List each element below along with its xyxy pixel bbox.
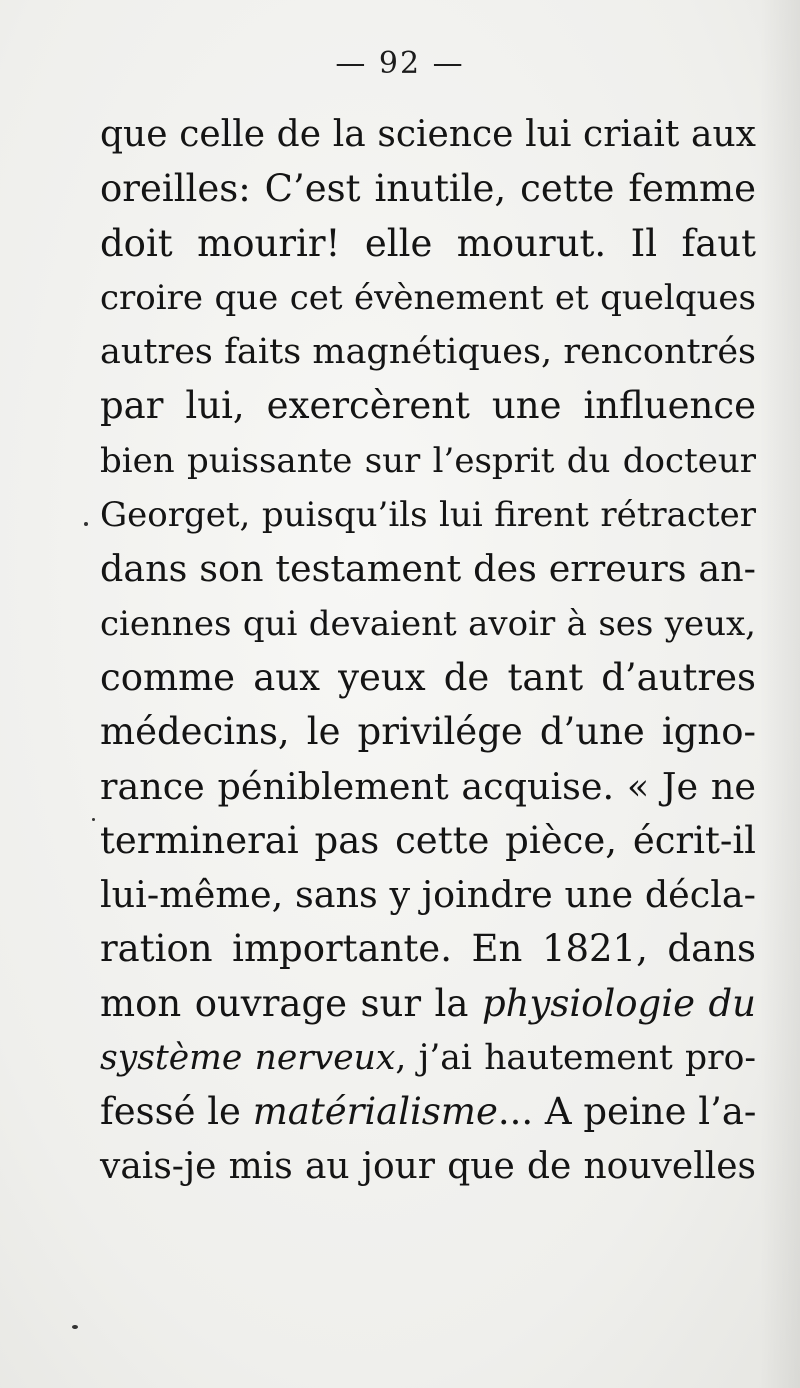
text-line: bien puissante sur l’esprit du docteur xyxy=(100,440,756,481)
text-line: que celle de la science lui criait aux xyxy=(100,114,756,155)
text-line: doit mourir! elle mourut. Il faut xyxy=(100,221,756,265)
text-line: dans son testament des erreurs an- xyxy=(100,547,756,591)
page-edge-shadow xyxy=(760,0,800,1388)
text-line: croire que cet évènement et quelques xyxy=(100,277,756,318)
text-line: comme aux yeux de tant d’autres xyxy=(100,655,756,699)
page-number: — 92 — xyxy=(335,46,465,81)
scan-speck xyxy=(92,818,95,821)
text-line: fessé le matérialisme... A peine l’a- xyxy=(100,1090,757,1134)
text-line: vais-je mis au jour que de nouvelles xyxy=(100,1145,756,1187)
text-line: autres faits magnétiques, rencontrés xyxy=(100,332,756,373)
italic-term: matérialisme xyxy=(252,1090,498,1134)
text-line: Georget, puisqu’ils lui firent rétracter xyxy=(100,495,756,536)
text-line: rance péniblement acquise. « Je ne xyxy=(100,764,756,808)
text-line: mon ouvrage sur la physiologie du xyxy=(100,981,756,1025)
text-line: ciennes qui devaient avoir à ses yeux, xyxy=(100,603,756,644)
text-line: ration importante. En 1821, dans xyxy=(100,927,756,971)
italic-title: système nerveux xyxy=(100,1038,396,1079)
text-line: médecins, le privilége d’une igno- xyxy=(100,710,756,754)
text-line: oreilles: C’est inutile, cette femme xyxy=(100,167,756,211)
italic-title: physiologie du xyxy=(481,981,756,1025)
text-line: lui-même, sans y joindre une décla- xyxy=(100,873,756,917)
text-line: système nerveux, j’ai hautement pro- xyxy=(100,1038,757,1079)
body-text xyxy=(100,108,756,1194)
scan-speck xyxy=(84,522,88,526)
text-line: terminerai pas cette pièce, écrit-il xyxy=(100,818,756,862)
scan-speck xyxy=(72,1325,78,1329)
text-line: par lui, exercèrent une influence xyxy=(100,384,756,428)
